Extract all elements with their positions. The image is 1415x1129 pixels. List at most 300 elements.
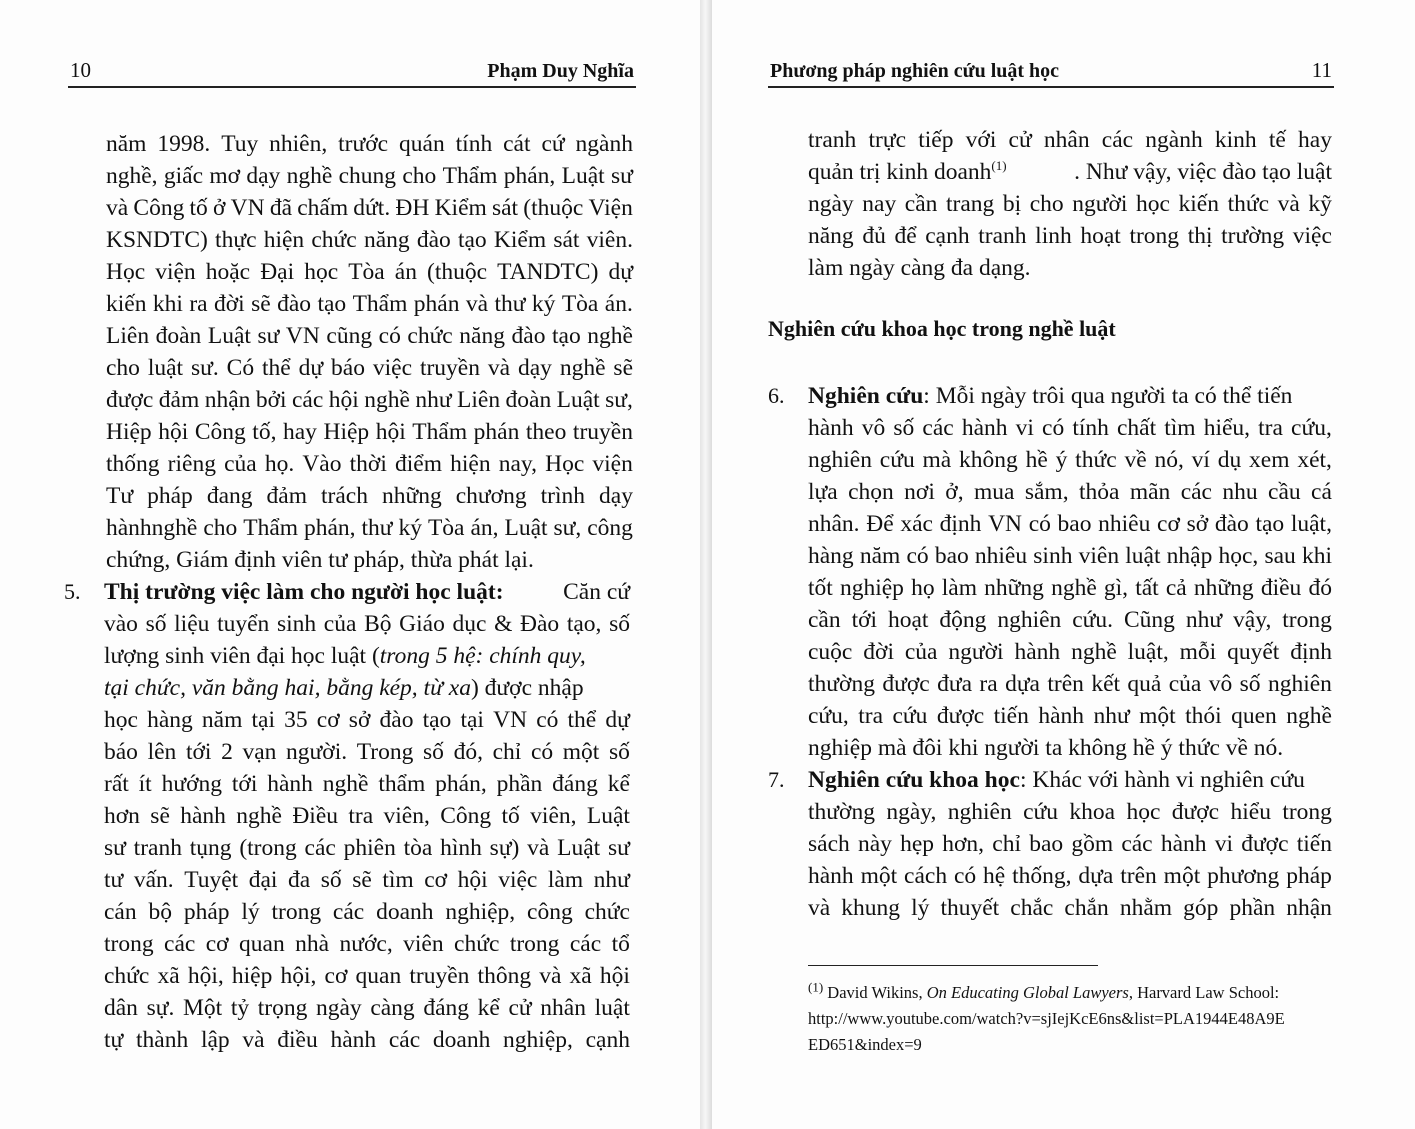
word: Thẩm — [352, 291, 408, 317]
word: doanh — [376, 899, 434, 925]
text-line — [808, 796, 1332, 828]
word: phán — [473, 419, 520, 445]
text-run: : Mỗi ngày trôi qua người ta có thể tiến — [923, 383, 1293, 409]
word: nghề — [322, 771, 369, 797]
page-number-left: 10 — [70, 58, 91, 82]
word: số — [1239, 671, 1261, 697]
word: tìm — [1164, 415, 1196, 441]
word: chắc — [1010, 895, 1054, 921]
word: nó, — [1154, 447, 1184, 473]
word: ĐH — [395, 195, 430, 221]
word: sư — [608, 835, 630, 861]
word: cứu — [1023, 799, 1058, 825]
word: VN — [230, 195, 265, 221]
text-line — [104, 864, 630, 896]
word: về — [1124, 447, 1147, 473]
text-line — [808, 572, 1332, 604]
word: làm — [941, 575, 977, 601]
word: cứu, — [1291, 415, 1332, 441]
word: thức — [1075, 447, 1117, 473]
word: viên, — [530, 803, 577, 829]
word: dạy — [517, 355, 552, 381]
word: sách — [808, 831, 850, 857]
word: đưa — [937, 671, 973, 697]
text-line — [808, 412, 1332, 444]
word: trong — [271, 899, 322, 925]
word: Học — [106, 259, 146, 285]
word: hoạt — [888, 607, 929, 633]
word: & — [494, 611, 513, 637]
word: mơ — [209, 163, 241, 189]
word: sư. — [191, 355, 219, 381]
word: đó — [1308, 575, 1332, 601]
book-gutter — [700, 0, 712, 1129]
word: cạnh — [925, 223, 970, 249]
word: sẽ — [251, 291, 271, 317]
item-5-line-4 — [104, 672, 630, 704]
word: của — [1168, 671, 1202, 697]
word: năng — [808, 223, 854, 249]
word: xác — [900, 511, 933, 537]
word: luật — [594, 995, 630, 1021]
text-line — [106, 480, 633, 512]
word: đảm — [266, 483, 307, 509]
item-6-line-1 — [808, 380, 1332, 412]
word: có — [536, 707, 559, 733]
word: chấm — [297, 195, 349, 221]
word: nghiên — [947, 799, 1012, 825]
word: hiểu — [1230, 799, 1271, 825]
word: cả — [1165, 575, 1187, 601]
word: một — [1163, 863, 1201, 889]
word: thẩm — [378, 771, 426, 797]
word: trong — [1282, 799, 1332, 825]
word: ý — [1055, 447, 1068, 473]
footnote-author: David Wikins, — [823, 983, 927, 1002]
word: người — [948, 639, 1004, 665]
text-line — [106, 448, 633, 480]
word: thành — [136, 1027, 189, 1053]
word: kể — [477, 995, 500, 1021]
word: tế — [1268, 127, 1286, 153]
word: án, — [470, 515, 499, 541]
word: hơn — [104, 803, 140, 829]
word: vô — [1208, 671, 1233, 697]
word: đào — [277, 291, 312, 317]
item-7-line-1 — [808, 764, 1332, 796]
word: vậy, — [1233, 607, 1272, 633]
word: TANDTC) — [497, 259, 599, 285]
text-line — [808, 604, 1332, 636]
word: Thẩm — [442, 163, 498, 189]
word: nghề — [587, 323, 633, 349]
word: một — [860, 863, 898, 889]
word: cứ — [541, 131, 565, 157]
word: quán — [399, 131, 445, 157]
word: cho — [203, 515, 238, 541]
word: sát — [553, 227, 580, 253]
word: ở, — [945, 479, 964, 505]
word: thuyết — [940, 895, 1000, 921]
word: tạo — [1255, 511, 1285, 537]
word: tranh — [133, 835, 182, 861]
word: các — [1101, 127, 1134, 153]
word: dự — [608, 259, 633, 285]
text-line — [808, 508, 1332, 540]
word: viên. — [586, 227, 633, 253]
word: Luật — [586, 803, 630, 829]
word: KSNDTC) — [106, 227, 208, 253]
left-page — [0, 0, 700, 1129]
word: chức — [584, 899, 630, 925]
word: chung — [338, 163, 397, 189]
item-5-title: Thị trường việc làm cho người học luật: — [104, 579, 504, 605]
word: nghề — [236, 803, 282, 829]
word: số — [423, 739, 444, 765]
word: đào — [1214, 511, 1249, 537]
word: tại — [251, 707, 276, 733]
word: vấn. — [133, 867, 174, 893]
word: Đào — [520, 611, 560, 637]
word: đoàn — [505, 387, 552, 413]
text-line — [104, 896, 630, 928]
word: chắn — [1064, 895, 1109, 921]
item-number: 6. — [768, 383, 785, 408]
word: cứu — [879, 447, 915, 473]
word: kiến — [106, 291, 147, 317]
word: cát — [503, 131, 531, 157]
word: thường — [808, 799, 875, 825]
word: khi — [1301, 543, 1332, 569]
word: hay — [1298, 127, 1332, 153]
word: theo — [525, 419, 567, 445]
word: lý — [911, 895, 930, 921]
word: các — [388, 1027, 421, 1053]
word: để — [894, 223, 917, 249]
word: Luật — [504, 515, 548, 541]
word: cho — [106, 355, 140, 381]
word: đáng — [423, 995, 470, 1021]
text-line — [106, 192, 633, 224]
word: chức — [407, 323, 453, 349]
word: và — [527, 835, 550, 861]
footnote-reference: (1) — [991, 158, 1007, 174]
word: tạo — [317, 291, 347, 317]
word: hội, — [187, 963, 224, 989]
word: hướng — [161, 771, 222, 797]
word: nghề — [1071, 639, 1117, 665]
word: thể — [567, 707, 597, 733]
text-run: : Khác với hành vi nghiên cứu — [1019, 767, 1305, 793]
word: định — [939, 511, 982, 537]
footnote-separator — [808, 965, 1098, 966]
word: quen — [1231, 703, 1277, 729]
footnote-line-1 — [808, 980, 1279, 1006]
word: năm — [106, 131, 147, 157]
word: cách — [904, 863, 948, 889]
word: Tòa — [348, 259, 385, 285]
word: hẹp — [900, 831, 935, 857]
word: trực — [868, 127, 907, 153]
word: hề — [1025, 447, 1048, 473]
word: tụng — [189, 835, 232, 861]
word: và — [1277, 191, 1300, 217]
word: nay — [862, 191, 897, 217]
word: điều — [277, 1027, 318, 1053]
word: cơ — [424, 867, 448, 893]
text-line — [106, 512, 633, 544]
word: được — [882, 671, 930, 697]
word: cơ — [324, 963, 348, 989]
word: năng — [363, 227, 410, 253]
word: cho — [402, 163, 437, 189]
word: các — [332, 899, 365, 925]
word: đủ — [862, 223, 886, 249]
text-line — [104, 832, 630, 864]
word: điều — [1260, 575, 1302, 601]
text-line — [808, 220, 1332, 252]
text-line — [104, 736, 630, 768]
word: vi — [1015, 415, 1034, 441]
word: mua — [973, 479, 1015, 505]
word: số — [893, 415, 915, 441]
word: Liên — [457, 387, 501, 413]
word: nhận — [1286, 895, 1332, 921]
word: xã — [569, 963, 592, 989]
word: ngành — [1145, 127, 1203, 153]
word: đó, — [453, 739, 483, 765]
word: Hiệp — [106, 419, 152, 445]
word: học — [104, 707, 138, 733]
word: quyết — [1227, 639, 1280, 665]
word: trước — [338, 131, 389, 157]
word: nghề — [364, 387, 410, 413]
word: không — [959, 447, 1018, 473]
text-line — [106, 320, 633, 352]
word: sát — [491, 195, 519, 221]
word: cạnh — [585, 1027, 630, 1053]
word: (thuộc — [523, 195, 584, 221]
word: Tư — [106, 483, 134, 509]
word: dục — [452, 611, 487, 637]
word: dạy — [599, 483, 633, 509]
word: tổ — [611, 931, 630, 957]
word: một — [1139, 703, 1176, 729]
word: phán, — [435, 771, 487, 797]
word: những — [1193, 575, 1254, 601]
page-number-right: 11 — [1311, 58, 1332, 82]
word: cần — [904, 191, 938, 217]
word: dựa — [1078, 863, 1114, 889]
word: trình — [540, 483, 586, 509]
word: mà — [922, 447, 952, 473]
footnote-url-line-2: ED651&index=9 — [808, 1035, 922, 1054]
word: cán — [104, 899, 137, 925]
word: hoạt — [1080, 223, 1121, 249]
word: kỹ — [1308, 191, 1332, 217]
text-run-italic: tại chức, văn bằng hai, bằng kép, từ xa — [104, 675, 471, 701]
word: Liên — [106, 323, 150, 349]
word: của — [323, 611, 357, 637]
word: báo — [331, 355, 365, 381]
word: tới — [185, 739, 212, 765]
word: số — [609, 611, 630, 637]
text-line: làm ngày càng đa dạng. — [808, 255, 1031, 281]
word: tại — [460, 707, 484, 733]
word: chỉ — [492, 739, 522, 765]
word: chức — [104, 963, 150, 989]
word: phán, — [503, 163, 556, 189]
word: trong — [1282, 607, 1332, 633]
word: chương — [455, 483, 527, 509]
word: hiểu, — [1203, 415, 1251, 441]
word: VN — [285, 323, 320, 349]
left-page-header — [68, 58, 636, 88]
word: VN — [988, 511, 1023, 537]
word: sư — [104, 835, 126, 861]
word: chức — [311, 227, 357, 253]
word: dựa — [1005, 671, 1040, 697]
word: tra — [858, 703, 884, 729]
word: phiên — [343, 835, 396, 861]
word: xã — [157, 963, 180, 989]
word: sau — [1264, 543, 1296, 569]
word: lập — [200, 1027, 230, 1053]
word: cũng — [326, 323, 373, 349]
word: trường — [1221, 223, 1285, 249]
text-line — [808, 668, 1332, 700]
word: luật, — [1127, 639, 1169, 665]
word: Đại — [260, 259, 295, 285]
word: càng — [370, 995, 415, 1021]
word: truyền — [409, 963, 470, 989]
footnote-url-line-1: http://www.youtube.com/watch?v=sjIejKcE6ns&list=PLA1944E48A9E — [808, 1009, 1285, 1028]
word: và — [465, 291, 489, 317]
word: như — [415, 387, 452, 413]
word: nghề — [1286, 703, 1332, 729]
word: hay — [283, 419, 317, 445]
word: công — [587, 515, 633, 541]
word: số — [145, 611, 167, 637]
word: trang — [945, 191, 995, 217]
word: học, — [1218, 543, 1259, 569]
word: tòa — [403, 835, 433, 861]
word: nhiêu — [974, 543, 1028, 569]
word: khi — [152, 291, 183, 317]
word: kiến — [1178, 191, 1219, 217]
text-line — [104, 768, 630, 800]
word: nghề — [286, 163, 333, 189]
word: trách — [321, 483, 368, 509]
word: (thuộc — [427, 259, 488, 285]
word: tất — [1135, 575, 1159, 601]
word: này — [857, 831, 892, 857]
word: Một — [182, 995, 223, 1021]
word: đoàn — [155, 323, 202, 349]
word: tới — [851, 607, 878, 633]
text-line — [106, 256, 633, 288]
word: điểm — [394, 451, 442, 477]
word: hiệp — [231, 963, 273, 989]
word: tư — [104, 867, 124, 893]
word: quan — [355, 963, 402, 989]
text-line — [808, 540, 1332, 572]
word: sẽ — [352, 867, 372, 893]
text-run: . Như vậy, việc đào tạo luật — [1074, 159, 1332, 185]
word: cuộc — [808, 639, 853, 665]
word: truyền — [572, 419, 633, 445]
word: dân — [104, 995, 138, 1021]
item-6-title: Nghiên cứu — [808, 383, 924, 409]
word: xem — [1249, 447, 1290, 473]
word: có — [906, 543, 929, 569]
word: hành — [808, 863, 854, 889]
word: vạn — [242, 739, 277, 765]
word: (trong — [239, 835, 297, 861]
word: chức — [454, 931, 500, 957]
text-run-a: quản trị kinh doanh — [808, 159, 992, 185]
word: nhiên, — [269, 131, 328, 157]
running-head-title: Phương pháp nghiên cứu luật học — [770, 60, 1060, 82]
word: và — [808, 895, 831, 921]
text-line — [808, 124, 1332, 156]
word: hơn, — [942, 831, 985, 857]
word: ký — [398, 515, 422, 541]
word: quan — [239, 931, 285, 957]
word: người — [1072, 191, 1128, 217]
word: hiện — [450, 451, 491, 477]
word: Có — [226, 355, 255, 381]
word: đa — [288, 867, 311, 893]
word: đào — [416, 227, 451, 253]
word: luật — [147, 355, 184, 381]
word: hành — [267, 771, 313, 797]
text-line-with-footnote — [808, 156, 1332, 188]
item-5-line-3 — [104, 640, 630, 672]
word: cử — [508, 995, 532, 1021]
item-number: 5. — [64, 579, 81, 604]
word: làm — [547, 867, 584, 893]
word: tiến — [993, 703, 1029, 729]
word: ít — [138, 771, 152, 797]
word: Luật — [557, 835, 601, 861]
footnote-work-title: On Educating Global Lawyers — [926, 983, 1129, 1002]
word: tỷ — [230, 995, 250, 1021]
word: cho — [1029, 191, 1064, 217]
text-line — [104, 928, 630, 960]
word: nhân — [1043, 127, 1090, 153]
word: như — [1185, 607, 1223, 633]
word: thị — [1187, 223, 1213, 249]
word: doanh — [432, 1027, 491, 1053]
text-line — [808, 476, 1332, 508]
word: cơ — [316, 707, 340, 733]
word: dự — [605, 707, 630, 733]
word: liệu — [174, 611, 210, 637]
word: Kiểm — [434, 195, 487, 221]
word: góp — [1183, 895, 1219, 921]
word: được — [936, 703, 985, 729]
footnote-source: , Harvard Law School: — [1128, 983, 1280, 1002]
word: một — [562, 739, 600, 765]
word: khoa — [1069, 799, 1116, 825]
word: luật, — [1290, 511, 1332, 537]
word: Vào — [302, 451, 342, 477]
word: có — [530, 739, 554, 765]
text-line — [808, 860, 1332, 892]
word: sự) — [489, 835, 520, 861]
text-line — [808, 892, 1332, 924]
